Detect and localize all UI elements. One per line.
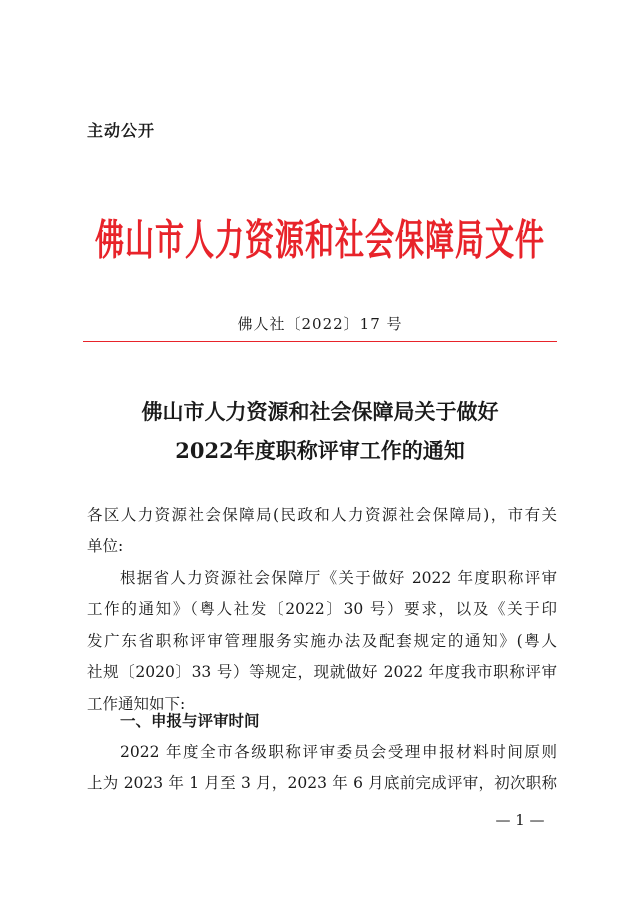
- body-text-line: 各区人力资源社会保障局(民政和人力资源社会保障局)，市有关: [87, 506, 557, 524]
- body-text-line: 社规〔2020〕33 号）等规定，现就做好 2022 年度我市职称评审: [87, 663, 557, 681]
- document-title-line-2: 2022年度职称评审工作的通知: [175, 438, 465, 463]
- body-text-line: 2022 年度全市各级职称评审委员会受理申报材料时间原则: [120, 743, 557, 761]
- body-text-line: 根据省人力资源社会保障厅《关于做好 2022 年度职称评审: [120, 569, 557, 587]
- page-number: — 1 —: [495, 811, 545, 829]
- section-heading: 一、申报与评审时间: [120, 712, 260, 730]
- issuer-header: 佛山市人力资源和社会保障局文件: [94, 215, 545, 265]
- document-title-line-1: 佛山市人力资源和社会保障局关于做好: [141, 399, 499, 424]
- body-text-line: 发广东省职称评审管理服务实施办法及配套规定的通知》(粤人: [87, 632, 557, 650]
- body-text-line: 工作的通知》（粤人社发〔2022〕30 号）要求，以及《关于印: [87, 600, 557, 618]
- document-number: 佛人社〔2022〕17 号: [237, 315, 403, 333]
- body-text-line: 上为 2023 年 1 月至 3 月，2023 年 6 月底前完成评审，初次职称: [87, 774, 557, 792]
- body-text-line: 单位:: [87, 537, 124, 555]
- red-divider: [83, 341, 557, 342]
- disclosure-label: 主动公开: [87, 121, 156, 140]
- body-text-line: 工作通知如下:: [87, 695, 186, 713]
